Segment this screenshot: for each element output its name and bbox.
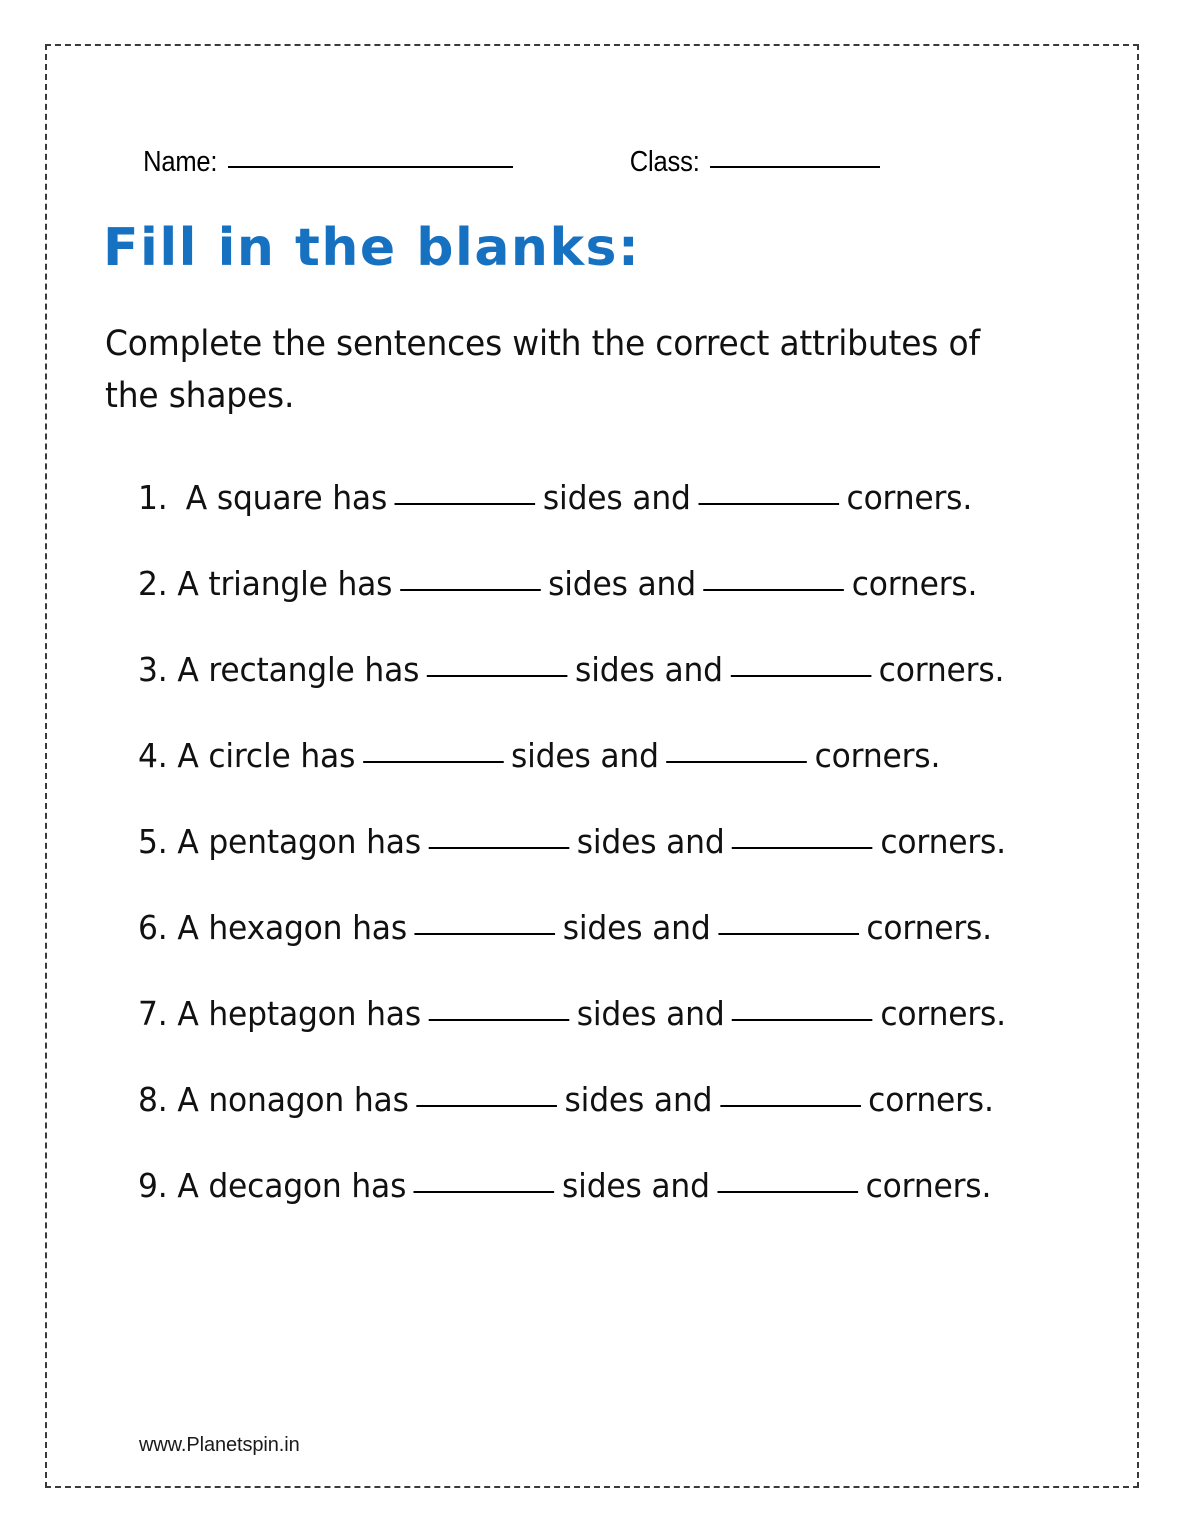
question-row bbox=[138, 736, 1078, 822]
question-row bbox=[138, 564, 1078, 650]
question-text-middle: sides and bbox=[511, 736, 659, 775]
question-row bbox=[138, 650, 1078, 736]
question-number: 6. bbox=[138, 908, 168, 947]
question-number: 8. bbox=[138, 1080, 168, 1119]
question-row bbox=[138, 478, 1078, 564]
student-info-row bbox=[138, 146, 1018, 190]
question-text-after: corners. bbox=[846, 478, 973, 517]
question-text-before: A circle has bbox=[177, 736, 356, 775]
question-row bbox=[138, 994, 1078, 1080]
question-number: 3. bbox=[138, 650, 168, 689]
question-text-after: corners. bbox=[814, 736, 941, 775]
question-row bbox=[138, 908, 1078, 994]
question-number: 7. bbox=[138, 994, 168, 1033]
question-text-after: corners. bbox=[866, 908, 992, 947]
question-text-middle: sides and bbox=[542, 478, 691, 517]
footer-website: www.Planetspin.in bbox=[139, 1434, 300, 1456]
question-text-middle: sides and bbox=[576, 994, 725, 1033]
question-text-before: A heptagon has bbox=[177, 994, 421, 1033]
question-inner bbox=[138, 994, 1006, 1034]
question-text-before: A triangle has bbox=[177, 564, 393, 603]
answer-blank-corners[interactable] bbox=[720, 1105, 861, 1107]
answer-blank-sides[interactable] bbox=[429, 1019, 570, 1021]
question-text-before: A decagon has bbox=[177, 1166, 407, 1205]
answer-blank-corners[interactable] bbox=[666, 761, 807, 763]
answer-blank-corners[interactable] bbox=[732, 847, 873, 849]
answer-blank-sides[interactable] bbox=[363, 761, 504, 763]
answer-blank-corners[interactable] bbox=[698, 503, 839, 505]
question-inner bbox=[138, 822, 1006, 862]
answer-blank-sides[interactable] bbox=[400, 589, 541, 591]
answer-blank-corners[interactable] bbox=[732, 1019, 873, 1021]
question-inner bbox=[138, 564, 977, 604]
question-number: 9. bbox=[138, 1166, 168, 1205]
question-inner bbox=[138, 736, 940, 776]
answer-blank-sides[interactable] bbox=[414, 1191, 555, 1193]
question-text-before: A nonagon has bbox=[177, 1080, 409, 1119]
question-text-before: A pentagon has bbox=[177, 822, 421, 861]
question-text-after: corners. bbox=[880, 822, 1006, 861]
question-text-before: A rectangle has bbox=[177, 650, 420, 689]
worksheet-instruction: Complete the sentences with the correct attributes of the shapes. bbox=[105, 324, 980, 416]
question-text-after: corners. bbox=[880, 994, 1006, 1033]
name-label: Name: bbox=[143, 146, 218, 178]
answer-blank-sides[interactable] bbox=[429, 847, 570, 849]
question-text-middle: sides and bbox=[562, 1166, 710, 1205]
answer-blank-corners[interactable] bbox=[718, 933, 859, 935]
question-text-middle: sides and bbox=[575, 650, 723, 689]
answer-blank-sides[interactable] bbox=[416, 1105, 557, 1107]
question-number: 2. bbox=[138, 564, 168, 603]
question-row bbox=[138, 1166, 1078, 1252]
answer-blank-corners[interactable] bbox=[704, 589, 845, 591]
class-label: Class: bbox=[629, 146, 700, 178]
question-number: 4. bbox=[138, 736, 168, 775]
question-inner bbox=[138, 1166, 991, 1206]
answer-blank-corners[interactable] bbox=[717, 1191, 858, 1193]
question-inner bbox=[138, 908, 992, 948]
question-text-middle: sides and bbox=[576, 822, 725, 861]
question-inner bbox=[138, 650, 1004, 690]
question-row bbox=[138, 822, 1078, 908]
question-text-before: A hexagon has bbox=[177, 908, 407, 947]
question-row bbox=[138, 1080, 1078, 1166]
class-field-group bbox=[625, 146, 880, 179]
answer-blank-sides[interactable] bbox=[395, 503, 536, 505]
question-text-middle: sides and bbox=[562, 908, 711, 947]
question-text-middle: sides and bbox=[548, 564, 696, 603]
questions-list bbox=[138, 478, 1078, 1252]
class-input-line[interactable] bbox=[710, 166, 880, 168]
question-number: 5. bbox=[138, 822, 168, 861]
answer-blank-sides[interactable] bbox=[415, 933, 556, 935]
answer-blank-corners[interactable] bbox=[730, 675, 871, 677]
worksheet-heading: Fill in the blanks: bbox=[103, 218, 641, 278]
question-text-after: corners. bbox=[868, 1080, 994, 1119]
name-field-group bbox=[138, 146, 513, 179]
question-text-after: corners. bbox=[851, 564, 978, 603]
question-text-middle: sides and bbox=[564, 1080, 713, 1119]
question-text-after: corners. bbox=[878, 650, 1005, 689]
answer-blank-sides[interactable] bbox=[427, 675, 568, 677]
question-number: 1. bbox=[138, 478, 168, 517]
name-input-line[interactable] bbox=[228, 166, 513, 168]
question-inner bbox=[138, 1080, 994, 1120]
question-text-after: corners. bbox=[865, 1166, 992, 1205]
question-text-before: A square has bbox=[185, 478, 388, 517]
question-inner bbox=[138, 478, 972, 518]
